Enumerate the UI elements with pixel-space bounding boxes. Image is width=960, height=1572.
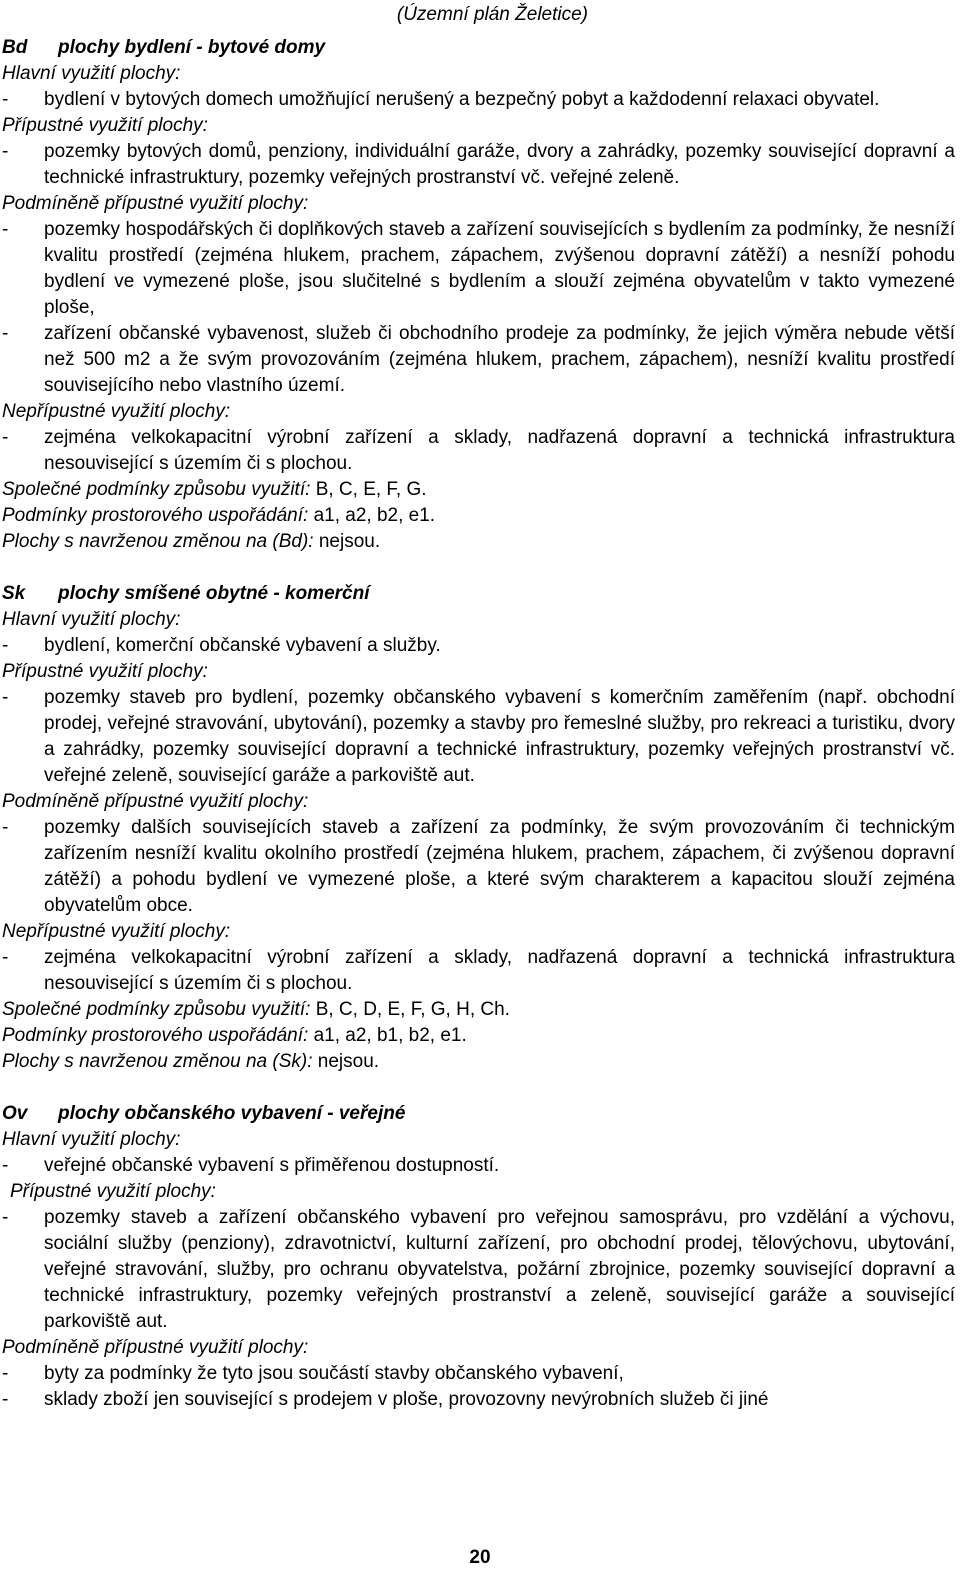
label-nepripustne: Nepřípustné využití plochy: — [2, 921, 231, 942]
section-title-text: plochy smíšené obytné - komerční — [58, 583, 370, 604]
label-pripustne: Přípustné využití plochy: — [10, 1181, 216, 1202]
list-item: - pozemky staveb pro bydlení, pozemky občanského vybavení s komerčním zaměřením (např. obchodní prodej, veřejné stravování, ubytování), pozemky a stavby pro řemeslné služby, pro rekreaci a turistiku, dvory a zahrádky, pozemky související dopravní a technické infrastruktury, pozemky veřejných prostranství vč. veřejné zeleně, související garáže a parkoviště aut. — [2, 687, 955, 786]
list-item: - veřejné občanské vybavení s přiměřenou dostupností. — [2, 1155, 500, 1176]
spatial-line: Podmínky prostorového uspořádání: a1, a2, b2, e1. — [2, 505, 436, 526]
list-item: - zejména velkokapacitní výrobní zařízení a sklady, nadřazená dopravní a technická infrastruktura nesouvisející s územím či s plochou. — [2, 947, 955, 994]
section-ov — [2, 1101, 955, 1413]
label-nepripustne: Nepřípustné využití plochy: — [2, 401, 231, 422]
spatial-line: Podmínky prostorového uspořádání: a1, a2, b1, b2, e1. — [2, 1025, 467, 1046]
label-podminene: Podmíněně přípustné využití plochy: — [2, 193, 309, 214]
section-sk — [2, 581, 955, 1075]
label-hlavni: Hlavní využití plochy: — [2, 1129, 181, 1150]
list-item: - bydlení v bytových domech umožňující nerušený a bezpečný pobyt a každodenní relaxaci obyvatel. — [2, 89, 880, 110]
label-podminene: Podmíněně přípustné využití plochy: — [2, 791, 309, 812]
list-item: - zejména velkokapacitní výrobní zařízení a sklady, nadřazená dopravní a technická infrastruktura nesouvisející s územím či s plochou. — [2, 427, 955, 474]
section-bd — [2, 35, 955, 555]
change-line: Plochy s navrženou změnou na (Bd): nejsou. — [2, 531, 381, 552]
section-code: Ov — [2, 1103, 28, 1124]
list-item: - byty za podmínky že tyto jsou součástí stavby občanského vybavení, — [2, 1363, 624, 1384]
section-title-text: plochy bydlení - bytové domy — [58, 37, 326, 58]
list-item: - pozemky dalších souvisejících staveb a zařízení za podmínky, že svým provozováním či technickým zařízením nesníží kvalitu okolního prostředí (zejména hlukem, prachem, zápachem, či zvýšenou dopravní zátěží) a pohodu bydlení ve vymezené ploše, a které svým charakterem a kapacitou slouží zejména obyvatelům obce. — [2, 817, 955, 916]
header-title: (Územní plán Želetice) — [396, 4, 588, 25]
list-item: - pozemky staveb a zařízení občanského vybavení pro veřejnou samosprávu, pro vzdělání a výchovu, sociální služby (penziony), zdravotnictví, kulturní zařízení, pro obchodní prodej, tělovýchovu, ubytování, veřejné stravování, služby, pro ochranu obyvatelstva, požární zbrojnice, pozemky související dopravní a technické infrastruktury, pozemky veřejných prostranství a zeleně, související garáže a související parkoviště aut. — [2, 1207, 955, 1332]
list-item: - pozemky bytových domů, penziony, individuální garáže, dvory a zahrádky, pozemky související dopravní a technické infrastruktury, pozemky veřejných prostranství vč. veřejné zeleně. — [2, 141, 955, 188]
document-header — [2, 1, 955, 35]
label-podminene: Podmíněně přípustné využití plochy: — [2, 1337, 309, 1358]
change-line: Plochy s navrženou změnou na (Sk): nejsou. — [2, 1051, 380, 1072]
page-number: 20 — [469, 1547, 491, 1568]
list-item: - bydlení, komerční občanské vybavení a služby. — [2, 635, 441, 656]
document-page — [2, 0, 955, 1413]
label-pripustne: Přípustné využití plochy: — [2, 661, 208, 682]
conditions-line: Společné podmínky způsobu využití: B, C, E, F, G. — [2, 479, 427, 500]
conditions-line: Společné podmínky způsobu využití: B, C, D, E, F, G, H, Ch. — [2, 999, 510, 1020]
section-title-bd — [2, 35, 955, 61]
list-item: - sklady zboží jen související s prodejem v ploše, provozovny nevýrobních služeb či jiné — [2, 1389, 769, 1410]
list-item: - pozemky hospodářských či doplňkových staveb a zařízení souvisejících s bydlením za podmínky, že nesníží kvalitu prostředí (zejména hlukem, prachem, zápachem, zvýšenou dopravní zátěží) a nesníží pohodu bydlení ve vymezené ploše, jsou slučitelné s bydlením a slouží zejména obyvatelům v takto vymezené ploše, — [2, 219, 955, 318]
section-title-sk — [2, 581, 955, 607]
section-code: Sk — [2, 583, 26, 604]
list-item: - zařízení občanské vybavenost, služeb či obchodního prodeje za podmínky, že jejich výměra nebude větší než 500 m2 a že svým provozováním (zejména hlukem, prachem, zápachem), nesníží kvalitu prostředí souvisejícího nebo vlastního území. — [2, 323, 955, 396]
label-hlavni: Hlavní využití plochy: — [2, 63, 181, 84]
label-hlavni: Hlavní využití plochy: — [2, 609, 181, 630]
section-title-ov — [2, 1101, 955, 1127]
label-pripustne: Přípustné využití plochy: — [2, 115, 208, 136]
section-code: Bd — [2, 37, 28, 58]
section-title-text: plochy občanského vybavení - veřejné — [58, 1103, 406, 1124]
